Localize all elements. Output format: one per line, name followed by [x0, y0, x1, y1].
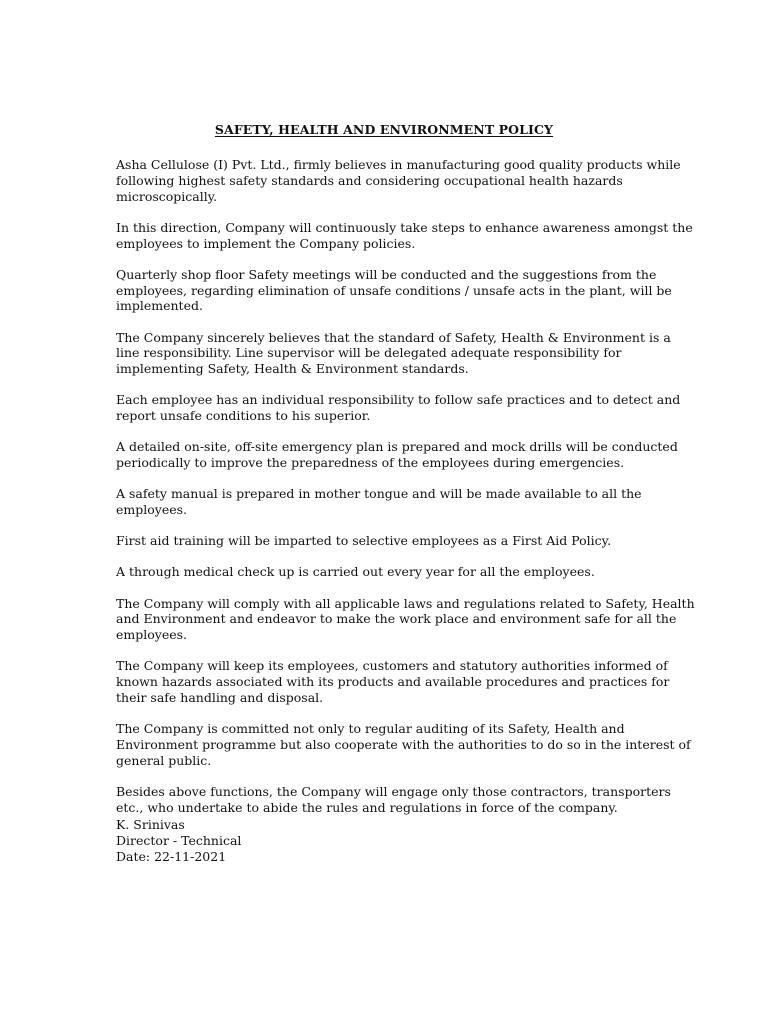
policy-paragraph: In this direction, Company will continuously take steps to enhance awareness amongst the employees to implement the Company policies. [116, 219, 693, 251]
policy-paragraph: Quarterly shop floor Safety meetings will be conducted and the suggestions from the employees, regarding elimination of unsafe conditions / unsafe acts in the plant, will be implemented. [116, 266, 672, 314]
policy-paragraph: The Company will comply with all applicable laws and regulations related to Safety, Health and Environment and endeavor to make the work place and environment safe for all the employees. [116, 595, 695, 643]
policy-paragraph: Each employee has an individual responsibility to follow safe practices and to detect and report unsafe conditions to his superior. [116, 392, 681, 424]
signature-block [116, 817, 241, 865]
signature-date: Date: 22-11-2021 [116, 849, 227, 864]
policy-paragraph: The Company will keep its employees, customers and statutory authorities informed of known hazards associated with its products and available procedures and practices for their safe handling and disposal. [116, 658, 670, 706]
policy-paragraph: The Company is committed not only to regular auditing of its Safety, Health and Environment programme but also cooperate with the authorities to do so in the interest of general public. [116, 721, 691, 768]
policy-body [116, 157, 696, 831]
policy-paragraph: Asha Cellulose (I) Pvt. Ltd., firmly believes in manufacturing good quality products while following highest safety standards and considering occupational health hazards microscopically. [116, 157, 681, 204]
policy-paragraph: Besides above functions, the Company will engage only those contractors, transporters etc., who undertake to abide the rules and regulations in force of the company. [116, 784, 671, 815]
policy-paragraph: The Company sincerely believes that the standard of Safety, Health & Environment is a line responsibility. Line supervisor will be delegated adequate responsibility for implementing Safety, Health & Environment standards. [116, 329, 671, 377]
signatory-designation: Director - Technical [116, 833, 242, 848]
page-title: SAFETY, HEALTH AND ENVIRONMENT POLICY [214, 122, 554, 137]
signatory-name: K. Srinivas [116, 817, 185, 832]
policy-paragraph: A safety manual is prepared in mother tongue and will be made available to all the employees. [116, 486, 642, 518]
policy-paragraph: A detailed on-site, off-site emergency plan is prepared and mock drills will be conducted periodically to improve the preparedness of the employees during emergencies. [116, 439, 678, 471]
policy-paragraph: First aid training will be imparted to selective employees as a First Aid Policy. [116, 533, 612, 549]
policy-paragraph: A through medical check up is carried out every year for all the employees. [116, 564, 595, 580]
